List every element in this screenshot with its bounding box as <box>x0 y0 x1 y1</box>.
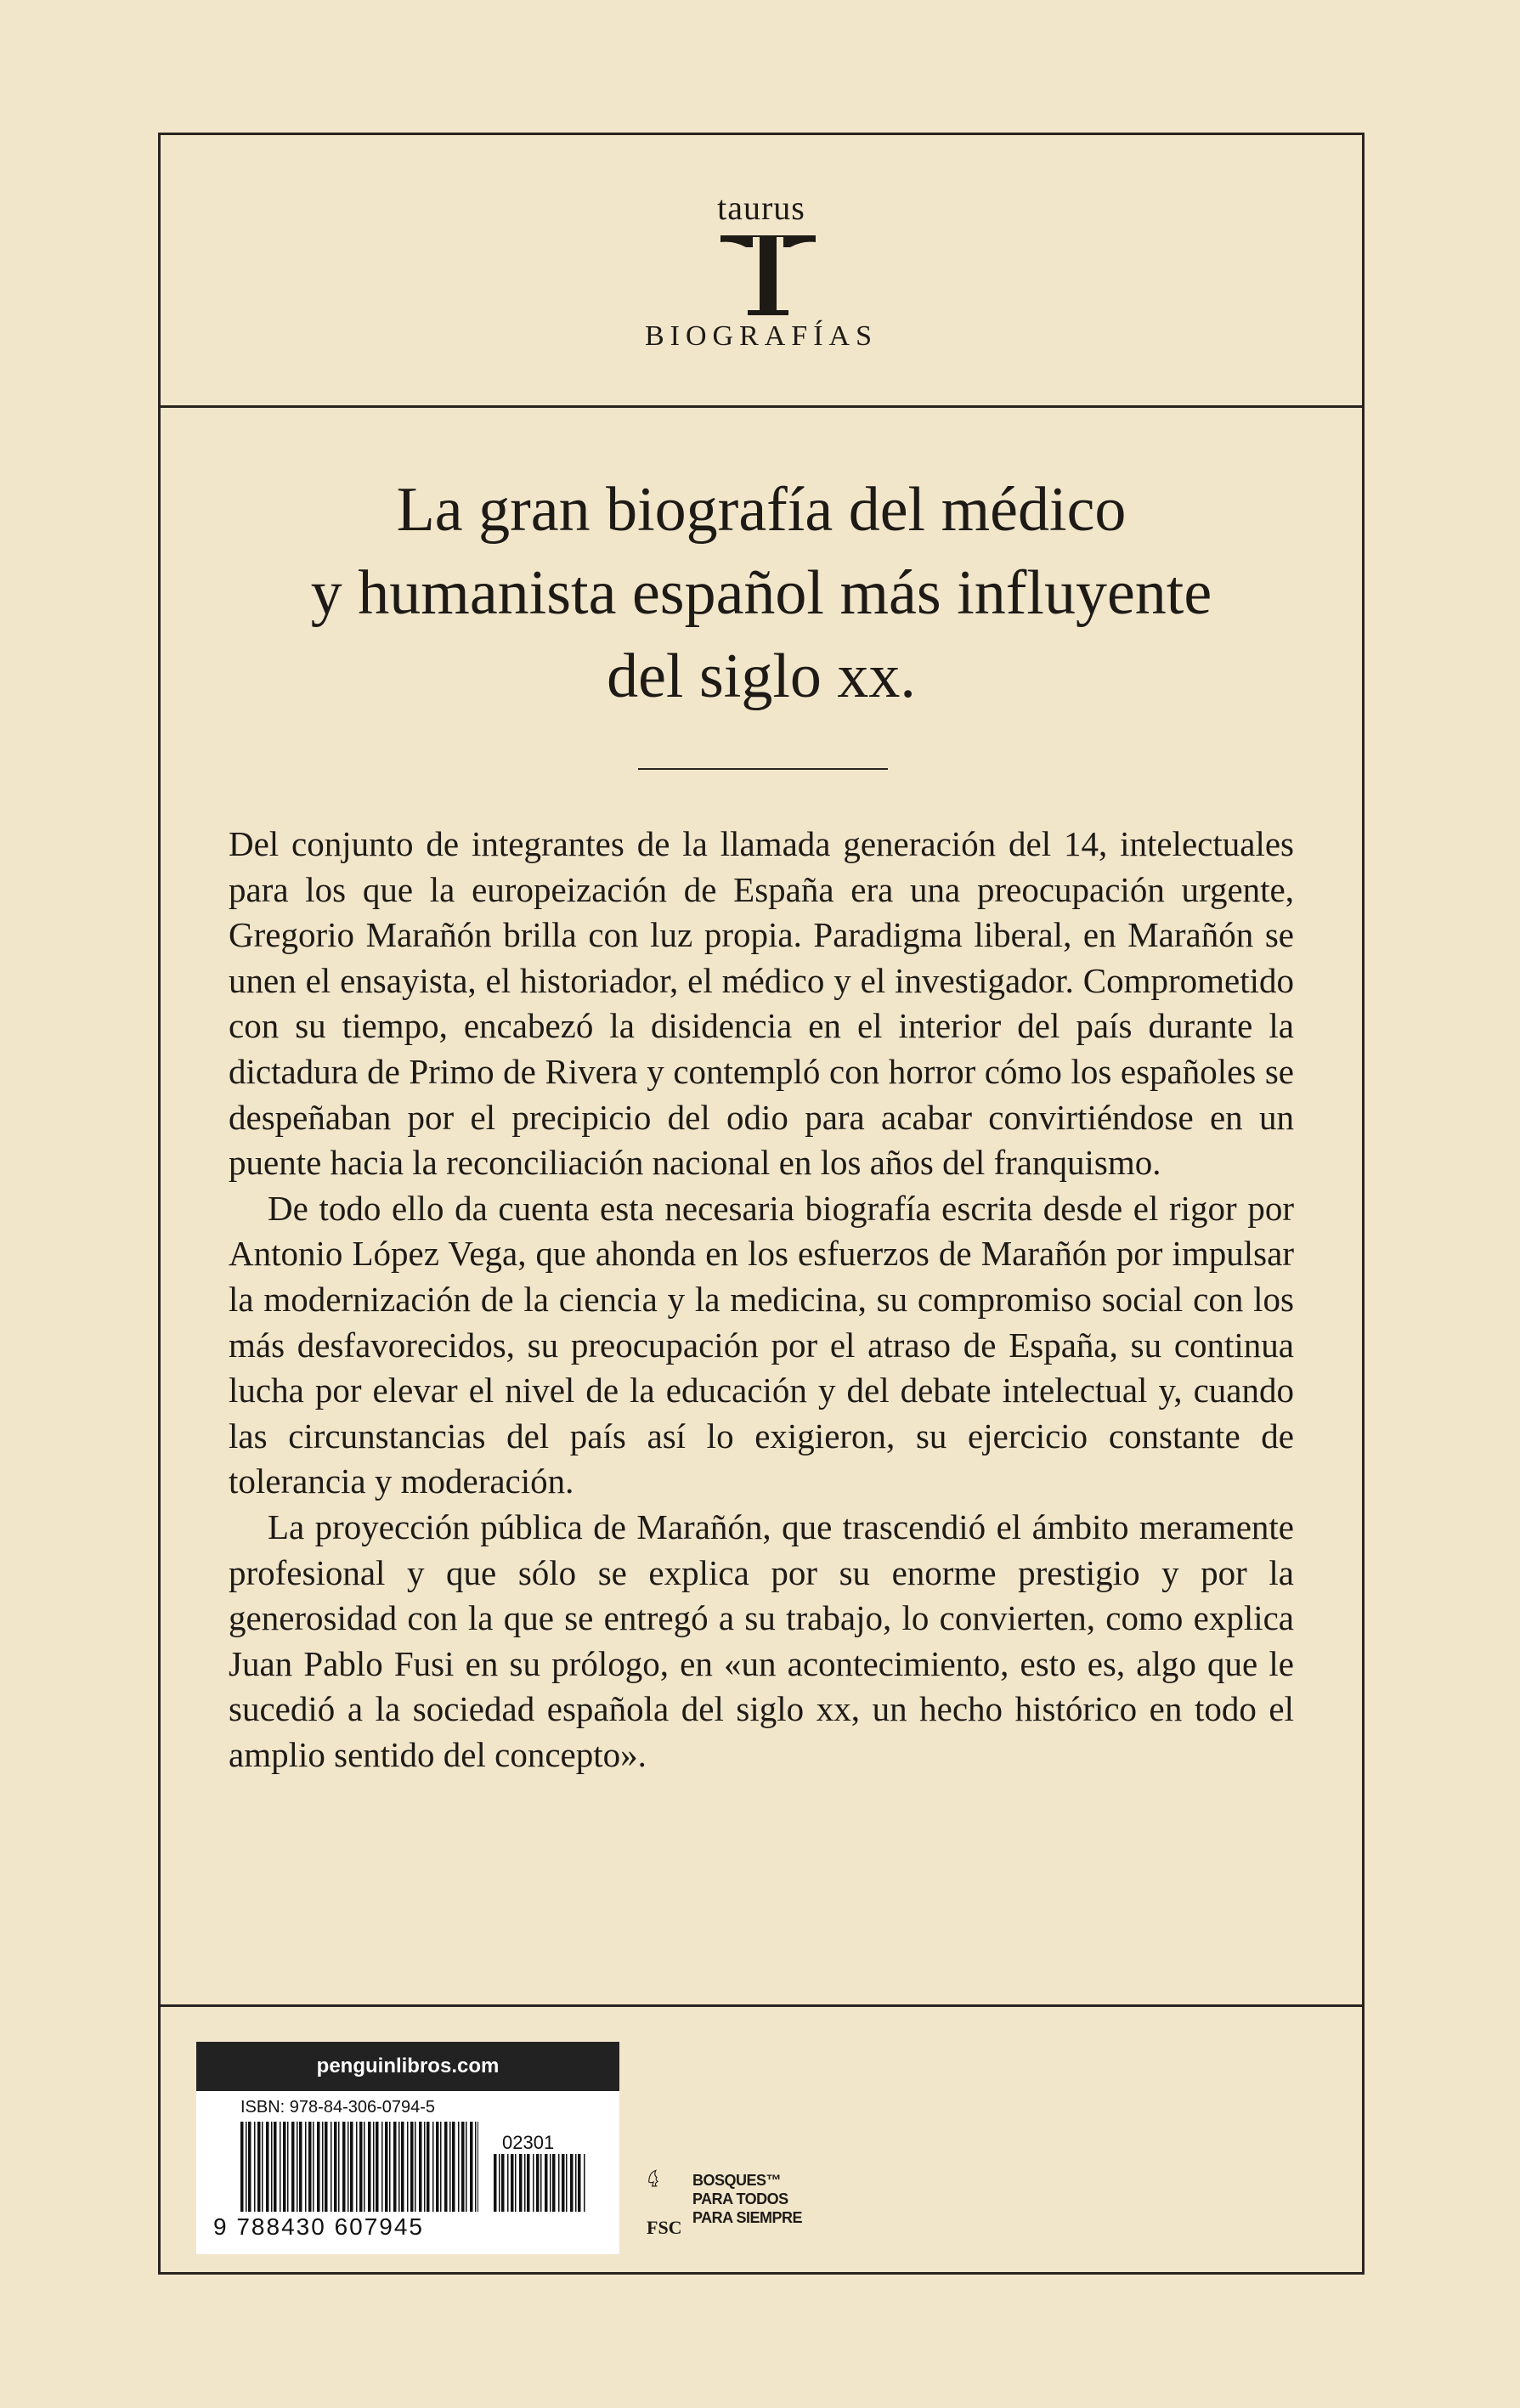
barcode-bar <box>470 2122 473 2212</box>
barcode-bar <box>545 2154 548 2212</box>
barcode-bar <box>519 2154 523 2212</box>
barcode-bar <box>511 2154 514 2212</box>
barcode-bar <box>262 2122 263 2212</box>
barcode-bar <box>246 2122 247 2212</box>
publisher-name: taurus <box>717 189 805 227</box>
barcode-bar <box>427 2122 430 2212</box>
barcode-bar <box>325 2122 328 2212</box>
barcode-bar <box>331 2122 332 2212</box>
barcode-bar <box>368 2122 371 2212</box>
barcode-bar <box>317 2122 320 2212</box>
barcode-bar <box>575 2154 577 2212</box>
barcode-bar <box>424 2122 426 2212</box>
footer-divider <box>161 2004 1362 2007</box>
barcode-bar <box>558 2154 560 2212</box>
barcode-bar <box>501 2154 505 2212</box>
barcode-bar <box>466 2122 467 2212</box>
synopsis-paragraph: Del conjunto de integrantes de la llamada generación del 14, intelectuales para los que la europeización de España era una preocupación urgente, Gregorio Marañón brilla con luz propia. Paradigma liberal, en Marañón se unen el ensayista, el historiador, el médico y el investigador. Comprometido con su tiempo, encabezó la disidencia en el interior del país durante la dictadura de Primo de Rivera y contempló con horror cómo los españoles se despeñaban por el precipicio del odio para acabar convirtiéndose en un puente hacia la reconciliación nacional en los años del franquismo. <box>229 824 1294 1183</box>
synopsis <box>229 822 1294 1778</box>
barcode-bar <box>578 2154 581 2212</box>
barcode-bar <box>410 2122 414 2212</box>
barcode-bar <box>566 2154 568 2212</box>
barcode-bar <box>381 2122 383 2212</box>
barcode-bar <box>274 2122 277 2212</box>
headline-line: La gran biografía del médico <box>396 475 1127 545</box>
barcode-bar <box>376 2122 379 2212</box>
barcode-bar <box>299 2122 302 2212</box>
barcode-bar <box>440 2122 442 2212</box>
taurus-t-logo-icon <box>717 232 819 317</box>
addon-number: 02301 <box>502 2132 555 2153</box>
barcode-block <box>196 2042 619 2254</box>
synopsis-paragraph: La proyección pública de Marañón, que trascendió el ámbito meramente profesional y que sólo se explica por su enorme prestigio y por la generosidad con la que se entregó a su trabajo, lo convierten, como explica Juan Pablo Fusi en su prólogo, en «un acontecimiento, esto es, algo que le sucedió a la sociedad española del siglo xx, un hecho histórico en todo el amplio sentido del concepto». <box>229 1506 1294 1774</box>
fsc-slogan-line: PARA TODOS <box>692 2190 788 2207</box>
barcode-bar <box>338 2122 340 2212</box>
short-divider <box>638 768 888 770</box>
barcode-bar <box>342 2122 346 2212</box>
headline <box>195 468 1328 718</box>
barcode-bar <box>401 2122 404 2212</box>
barcode-bar <box>356 2122 358 2212</box>
barcode-bar <box>452 2122 455 2212</box>
barcode-bar <box>359 2122 363 2212</box>
fsc-slogan <box>692 2171 802 2227</box>
barcode-bar <box>415 2122 416 2212</box>
barcode-bar <box>552 2154 556 2212</box>
barcode-bar <box>248 2122 251 2212</box>
barcode-bar <box>475 2122 477 2212</box>
barcode-bar <box>407 2122 409 2212</box>
barcode-bar <box>562 2154 565 2212</box>
barcode-bar <box>524 2154 526 2212</box>
barcode-bar <box>458 2122 460 2212</box>
barcode-bar <box>322 2122 324 2212</box>
synopsis-paragraph: De todo ello da cuenta esta necesaria biografía escrita desde el rigor por Antonio López Vega, que ahonda en los esfuerzos de Marañón por impulsar la modernización de la ciencia y la medicina, su compromiso social con los más desfavorecidos, su preocupación por el atraso de España, su continua lucha por elevar el nivel de la educación y del debate intelectual y, cuando las circunstancias del país así lo exigieron, su ejercicio constante de tolerancia y moderación. <box>229 1188 1294 1501</box>
fsc-tree-icon <box>647 2144 698 2220</box>
headline-line: del siglo xx. <box>607 642 916 711</box>
cover-frame <box>158 133 1365 2275</box>
barcode-bar <box>283 2122 286 2212</box>
series-label: BIOGRAFÍAS <box>644 320 879 352</box>
barcode-bar <box>240 2122 244 2212</box>
barcode-bar <box>550 2154 551 2212</box>
barcode-bar <box>280 2122 281 2212</box>
barcode-bar <box>584 2154 585 2212</box>
barcode-bar <box>291 2122 295 2212</box>
barcode-bar <box>350 2122 353 2212</box>
headline-line: y humanista español más influyente <box>310 558 1212 628</box>
fsc-slogan-line: BOSQUES™ <box>692 2172 782 2189</box>
barcode-bar <box>297 2122 298 2212</box>
barcode-bar <box>287 2122 289 2212</box>
barcode-bar <box>385 2122 388 2212</box>
barcode-bar <box>305 2122 307 2212</box>
website-label: penguinlibros.com <box>196 2042 619 2091</box>
barcode-bar <box>364 2122 365 2212</box>
barcode-bar <box>348 2122 349 2212</box>
barcode-bar <box>254 2122 256 2212</box>
header-divider <box>161 405 1362 408</box>
barcode-bar <box>398 2122 400 2212</box>
barcode-bar <box>313 2122 314 2212</box>
barcode-bar <box>499 2154 500 2212</box>
fsc-label: FSC <box>647 2217 682 2238</box>
barcode-bar <box>494 2154 497 2212</box>
barcode-bar <box>334 2122 337 2212</box>
fsc-slogan-line: PARA SIEMPRE <box>692 2209 803 2226</box>
barcode-bar <box>393 2122 397 2212</box>
barcode-bar <box>477 2122 478 2212</box>
barcode-bar <box>533 2154 534 2212</box>
barcode-bar <box>449 2122 451 2212</box>
barcode-bar <box>540 2154 542 2212</box>
barcode-bar <box>271 2122 273 2212</box>
barcode-bar <box>419 2122 422 2212</box>
barcode-digits: 9 788430 607945 <box>213 2213 424 2240</box>
barcode-bar <box>308 2122 312 2212</box>
barcode-bar <box>461 2122 465 2212</box>
barcode-bar <box>536 2154 540 2212</box>
barcode-bar <box>257 2122 261 2212</box>
ean-barcode <box>240 2122 478 2212</box>
isbn-label: ISBN: 978-84-306-0794-5 <box>240 2098 436 2117</box>
addon-barcode <box>494 2154 596 2212</box>
barcode-bar <box>570 2154 574 2212</box>
barcode-bar <box>515 2154 517 2212</box>
barcode-bar <box>436 2122 439 2212</box>
barcode-bar <box>432 2122 434 2212</box>
barcode-bar <box>373 2122 375 2212</box>
barcode-bar <box>507 2154 509 2212</box>
barcode-bar <box>444 2122 448 2212</box>
barcode-bar <box>389 2122 391 2212</box>
barcode-bar <box>527 2154 530 2212</box>
barcode-bar <box>266 2122 269 2212</box>
